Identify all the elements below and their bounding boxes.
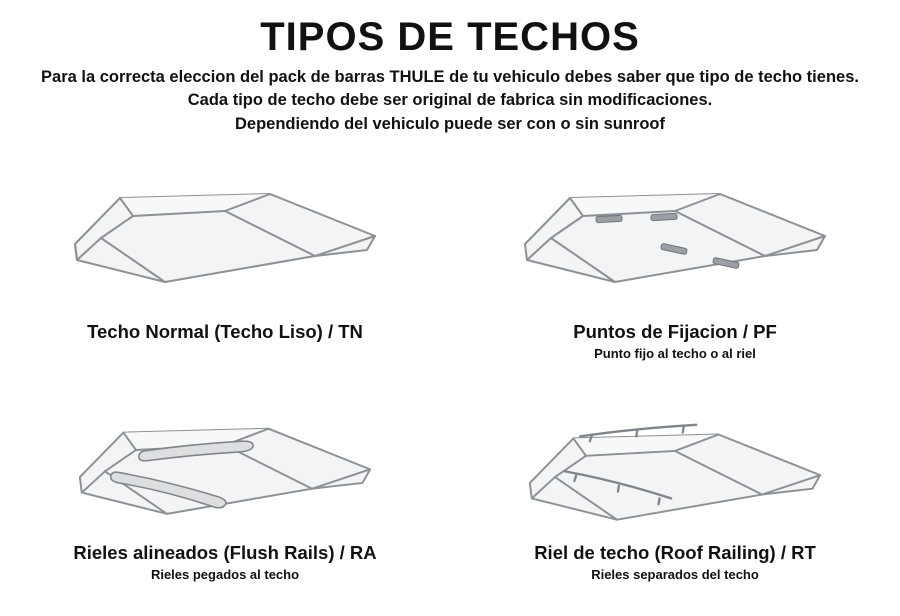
roof-type-card-tn	[0, 164, 450, 390]
intro-line-1: Para la correcta eleccion del pack de barras THULE de tu vehiculo debes saber que tipo de techo tienes.	[41, 68, 859, 86]
roof-type-card-rt	[450, 390, 900, 616]
roof-type-grid	[0, 164, 900, 616]
intro-line-3: Dependiendo del vehiculo puede ser con o sin sunroof	[235, 114, 665, 133]
roof-type-caption-ra: Rieles alineados (Flush Rails) / RA	[73, 542, 377, 563]
car-roof-fixpoints-icon	[465, 164, 885, 319]
roof-type-subcaption-rt: Rieles separados del techo	[591, 567, 759, 582]
roof-type-card-ra	[0, 390, 450, 616]
roof-type-subcaption-ra: Rieles pegados al techo	[150, 567, 300, 582]
car-roof-plain-icon	[15, 164, 435, 319]
roof-types-infographic	[0, 16, 900, 616]
roof-type-subcaption-pf: Punto fijo al techo o al riel	[594, 346, 756, 361]
car-roof-raised-railing-icon	[465, 390, 885, 540]
intro-line-2: Cada tipo de techo debe ser original de fabrica sin modificaciones.	[187, 91, 713, 110]
roof-type-caption-tn: Techo Normal (Techo Liso) / TN	[87, 321, 363, 342]
roof-type-card-pf	[450, 164, 900, 390]
intro-text-block	[30, 66, 870, 136]
car-roof-flush-rails-icon	[15, 390, 435, 540]
roof-type-caption-rt: Riel de techo (Roof Railing) / RT	[534, 542, 816, 563]
page-title: TIPOS DE TECHOS	[260, 15, 640, 59]
roof-type-caption-pf: Puntos de Fijacion / PF	[573, 321, 777, 342]
